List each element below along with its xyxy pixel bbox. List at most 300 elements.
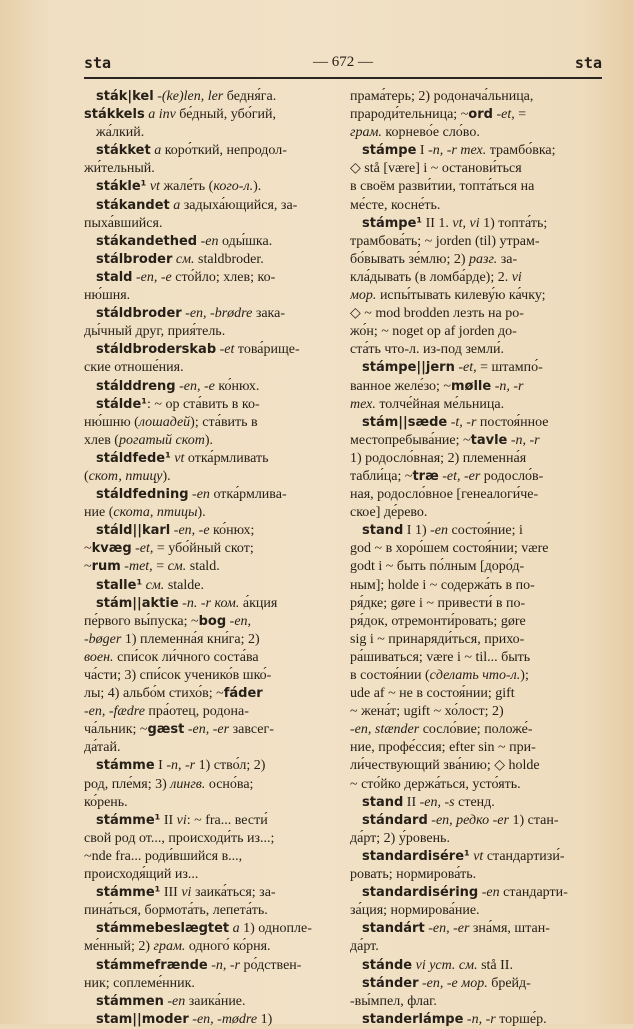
definition-text: ванное желе́зо; ~: [350, 378, 451, 394]
definition-text: осно́ва;: [205, 776, 254, 792]
dictionary-line: [84, 233, 330, 251]
entry-headword: stánder: [362, 975, 419, 991]
definition-text: ро́дствен-: [243, 957, 302, 973]
dictionary-line: [350, 414, 602, 432]
entry-headword: stáldbroderskab: [96, 342, 217, 358]
dictionary-line: [350, 378, 602, 396]
definition-text: за-: [497, 251, 518, 267]
grammar-note: -en, -er: [184, 722, 233, 738]
dictionary-line: [84, 721, 330, 739]
left-column: [84, 88, 330, 1029]
definition-text: отка́рмливать: [187, 450, 269, 466]
definition-text: прама́терь; 2) родонача́льница,: [350, 89, 534, 104]
definition-text: состоя́ние; i: [451, 523, 523, 539]
dictionary-line: [350, 396, 602, 414]
dictionary-line: [84, 577, 330, 595]
left-running-headword: sta: [84, 54, 112, 72]
definition-text: 1) родосло́вная; 2) племенна́я: [350, 450, 527, 466]
dictionary-line: [84, 106, 330, 124]
dictionary-line: [350, 595, 602, 613]
dictionary-line: [84, 341, 330, 359]
grammar-note: -et,: [131, 541, 157, 557]
definition-text: испы́тывать килеву́ю ка́чку;: [376, 288, 546, 304]
grammar-note: -en, -e: [132, 269, 176, 285]
dictionary-line: [350, 848, 602, 866]
dictionary-line: [350, 739, 602, 757]
entry-headword: stákandethed: [96, 233, 198, 249]
dictionary-line: [350, 957, 602, 975]
definition-text: ◇ stå [være] i ~ останови́ться: [350, 161, 522, 177]
entry-headword: stáld||karl: [96, 523, 171, 539]
dictionary-line: [350, 142, 602, 160]
dictionary-line: [350, 323, 602, 341]
entry-headword: stald: [96, 269, 133, 285]
dictionary-line: [350, 975, 602, 993]
dictionary-line: [350, 341, 602, 359]
grammar-note: -n, -r: [166, 758, 199, 774]
dictionary-line: [84, 124, 330, 142]
definition-text: да́рт; 2) у́ровень.: [350, 830, 450, 846]
entry-headword: træ: [412, 468, 439, 484]
grammar-note: -en, stænder: [350, 722, 423, 738]
definition-text: пе́рвого вы́пуска; ~: [84, 613, 199, 629]
definition-text: свой род от..., происходи́ть из...;: [84, 830, 275, 846]
dictionary-line: [84, 703, 330, 721]
page-number: — 672 —: [313, 54, 373, 70]
grammar-note: скота, птицы: [113, 505, 198, 521]
definition-text: жале́ть (: [163, 179, 214, 195]
dictionary-line: [350, 88, 602, 106]
grammar-note: a: [229, 921, 244, 937]
entry-headword: stánde: [362, 957, 413, 973]
grammar-note: разг.: [469, 251, 498, 267]
header-rule: [84, 77, 602, 79]
definition-text: 1) ство́л; 2): [198, 758, 266, 774]
definition-text: ~nde fra... роди́вшийся в...,: [84, 848, 243, 864]
grammar-note: мор.: [350, 288, 377, 304]
definition-text: ли́чествующий зва́нию; ◇ holde: [350, 758, 540, 774]
entry-headword: stákandet: [96, 197, 170, 213]
entry-headword: rum: [91, 559, 121, 575]
entry-headword: stalle¹: [96, 577, 143, 593]
dictionary-line: [350, 269, 602, 287]
grammar-note: см.: [167, 559, 187, 575]
dictionary-line: [84, 685, 330, 703]
definition-text: а́кция: [242, 595, 278, 611]
definition-text: жо́н; ~ noget op af jorden до-: [350, 324, 517, 340]
definition-text: ме́сте, косне́ть.: [350, 197, 441, 213]
entry-headword: stáldfedning: [96, 487, 189, 503]
dictionary-line: [350, 359, 602, 377]
definition-text: II: [403, 794, 420, 810]
dictionary-line: [350, 251, 602, 269]
dictionary-line: [350, 287, 602, 305]
dictionary-line: [350, 902, 602, 920]
definition-text: =: [518, 107, 527, 123]
definition-text: табли́ца; ~: [350, 468, 413, 484]
definition-text: 1) племенна́я кни́га; 2): [124, 631, 260, 647]
definition-text: корнево́е сло́во.: [381, 125, 480, 141]
dictionary-line: [84, 142, 330, 160]
definition-text: : ~ fra... вести́: [186, 812, 268, 828]
entry-headword: stámme¹: [96, 812, 161, 828]
entry-headword: stámmefrænde: [96, 957, 208, 973]
definition-text: зака-: [255, 306, 286, 322]
grammar-note: грам.: [350, 125, 382, 141]
dictionary-line: [84, 613, 330, 631]
definition-text: лы; 4) альбо́м стихо́в; ~: [84, 686, 224, 702]
dictionary-line: [84, 197, 330, 215]
entry-headword: stáldfede¹: [96, 450, 171, 466]
dictionary-line: [84, 631, 330, 649]
dictionary-line: [84, 450, 330, 468]
dictionary-line: [350, 197, 602, 215]
dictionary-line: [84, 667, 330, 685]
dictionary-line: [350, 504, 602, 522]
definition-text: хлев (: [84, 432, 119, 448]
dictionary-line: [350, 305, 602, 323]
entry-headword: fáder: [223, 686, 263, 702]
dictionary-line: [350, 160, 602, 178]
grammar-note: -en, -e мор.: [418, 975, 488, 991]
dictionary-line: [84, 1011, 330, 1029]
entry-headword: ord: [468, 107, 493, 123]
definition-text: жа́лкий.: [96, 125, 145, 141]
definition-text: коро́ткий, непродол-: [164, 143, 287, 159]
definition-text: постоя́нное: [479, 414, 549, 430]
definition-text: ды́чный друг, прия́тель.: [84, 324, 226, 340]
dictionary-line: [84, 88, 330, 106]
entry-headword: stákkels: [84, 107, 145, 123]
dictionary-line: [84, 504, 330, 522]
grammar-note: лошадей: [138, 414, 191, 430]
definition-text: -вы́мпел, флаг.: [350, 993, 437, 1009]
entry-headword: stálde¹: [96, 396, 147, 412]
dictionary-line: [84, 757, 330, 775]
dictionary-line: [84, 432, 330, 450]
grammar-note: a: [169, 197, 184, 213]
definition-text: стандарти-: [503, 885, 568, 901]
entry-headword: stam||moder: [96, 1011, 189, 1027]
definition-text: задыха́ющийся, за-: [183, 197, 298, 213]
entry-headword: standerlámpe: [362, 1011, 464, 1027]
definition-text: бо́вывать зе́млю; 2): [350, 251, 470, 267]
definition-text: stald.: [186, 559, 220, 575]
definition-text: това́рище-: [237, 342, 300, 358]
dictionary-line: [84, 739, 330, 757]
dictionary-line: [84, 920, 330, 938]
definition-text: заика́ться; за-: [194, 885, 276, 901]
definition-text: ).: [253, 179, 262, 195]
grammar-note: -n, -r: [207, 957, 244, 973]
entry-headword: mølle: [451, 378, 492, 394]
dictionary-line: [84, 269, 330, 287]
definition-text: ровать; нормирова́ть.: [350, 867, 477, 883]
dictionary-line: [350, 938, 602, 956]
dictionary-line: [84, 649, 330, 667]
dictionary-line: [84, 215, 330, 233]
definition-text: брейд-: [487, 975, 531, 991]
grammar-note: -n, -r тех.: [428, 143, 487, 159]
definition-text: sig i ~ принаряди́ться, прихо-: [350, 631, 525, 647]
grammar-note: см.: [142, 577, 168, 593]
dictionary-line: [84, 396, 330, 414]
dictionary-line: [84, 938, 330, 956]
definition-text: ню́шню (: [84, 414, 139, 430]
dictionary-line: [84, 414, 330, 432]
dictionary-line: [350, 468, 602, 486]
dictionary-line: [350, 577, 602, 595]
dictionary-line: [350, 486, 602, 504]
definition-text: местопребыва́ние; ~: [350, 432, 471, 448]
grammar-note: vi: [176, 812, 187, 828]
definition-text: III: [160, 885, 182, 901]
dictionary-line: [350, 721, 602, 739]
definition-text: кла́дывать (в ломба́рде); 2.: [350, 269, 512, 285]
definition-text: ста́ть что-л. из-под земли́.: [350, 342, 504, 358]
entry-headword: stákket: [96, 143, 151, 159]
grammar-note: -en: [478, 885, 504, 901]
definition-text: ).: [162, 468, 171, 484]
entry-headword: stand: [362, 794, 404, 810]
definition-text: сто́йло; хлев; ко-: [175, 269, 276, 285]
definition-text: I: [416, 143, 429, 159]
grammar-note: -(ke)len, ler: [153, 89, 227, 104]
grammar-note: -met,: [120, 559, 157, 575]
definition-text: за́ция; нормирова́ние.: [350, 903, 480, 919]
entry-headword: stámme: [96, 758, 155, 774]
grammar-note: -en: [188, 487, 214, 503]
definition-text: жи́тельный.: [84, 161, 155, 177]
dictionary-line: [350, 540, 602, 558]
entry-headword: sták|kel: [96, 89, 154, 104]
dictionary-line: [350, 558, 602, 576]
grammar-note: -en: [430, 523, 452, 539]
dictionary-line: [350, 613, 602, 631]
definition-text: I: [154, 758, 167, 774]
grammar-note: a: [150, 143, 165, 159]
dictionary-line: [84, 558, 330, 576]
definition-text: стандартизи́-: [486, 848, 565, 864]
dictionary-line: [84, 522, 330, 540]
dictionary-line: [84, 993, 330, 1011]
page-header: [84, 54, 602, 76]
definition-text: ря́док, отремонти́ровать; gøre: [350, 613, 526, 629]
definition-text: заика́ние.: [188, 993, 246, 1009]
definition-text: 1) топта́ть;: [479, 215, 548, 231]
entry-headword: stámmen: [96, 993, 164, 1009]
entry-headword: standárt: [362, 921, 425, 937]
definition-text: толче́йная ме́льница.: [375, 396, 505, 412]
dictionary-line: [350, 884, 602, 902]
grammar-note: vt: [170, 450, 188, 466]
grammar-note: -n, -r: [491, 378, 524, 394]
definition-text: род, пле́мя; 3): [84, 776, 171, 792]
definition-text: ря́дке; gøre i ~ привести́ в по-: [350, 595, 526, 611]
definition-text: оды́шка.: [222, 233, 273, 249]
definition-text: : ~ ор ста́вить в ко-: [147, 396, 260, 412]
dictionary-line: [84, 251, 330, 269]
entry-headword: kvæg: [91, 541, 132, 557]
grammar-note: -en, -e: [175, 378, 219, 394]
dictionary-line: [350, 1011, 602, 1029]
dictionary-line: [350, 649, 602, 667]
definition-text: пина́ться, бормота́ть, лепета́ть.: [84, 903, 268, 919]
definition-text: торше́р.: [499, 1011, 547, 1027]
grammar-note: -en, редко -er: [427, 812, 513, 828]
dictionary-line: [84, 848, 330, 866]
dictionary-line: [350, 178, 602, 196]
definition-text: ское] де́рево.: [350, 505, 428, 521]
entry-headword: stám||sæde: [362, 414, 448, 430]
dictionary-line: [84, 866, 330, 884]
definition-text: II 1.: [422, 215, 453, 231]
dictionary-line: [84, 812, 330, 830]
dictionary-line: [350, 757, 602, 775]
grammar-note: -n. -r ком.: [178, 595, 243, 611]
dictionary-line: [350, 920, 602, 938]
entry-headword: stand: [362, 523, 404, 539]
definition-text: stå II.: [477, 957, 513, 973]
grammar-note: -et, -er: [438, 468, 484, 484]
definition-text: да́тай.: [84, 740, 121, 756]
entry-headword: gæst: [147, 722, 185, 738]
grammar-note: -et,: [454, 360, 481, 376]
entry-headword: tavle: [470, 432, 508, 448]
dictionary-line: [350, 866, 602, 884]
definition-text: 1) стан-: [512, 812, 559, 828]
dictionary-line: [84, 323, 330, 341]
dictionary-line: [84, 178, 330, 196]
definition-text: родосло́в-: [483, 468, 544, 484]
grammar-note: -et: [216, 342, 238, 358]
grammar-note: -bøger: [84, 631, 125, 647]
dictionary-line: [84, 305, 330, 323]
definition-text: трамбо́вка;: [486, 143, 556, 159]
dictionary-line: [350, 631, 602, 649]
entry-headword: stám||aktie: [96, 595, 179, 611]
grammar-note: -en, -s: [419, 794, 459, 810]
definition-text: завсег-: [232, 722, 274, 738]
dictionary-line: [84, 902, 330, 920]
grammar-note: -n, -r: [463, 1011, 500, 1027]
dictionary-line: [84, 287, 330, 305]
grammar-note: -en, -e: [170, 523, 214, 539]
definition-text: II: [160, 812, 177, 828]
grammar-note: -en,: [226, 613, 252, 629]
dictionary-line: [84, 468, 330, 486]
definition-text: ко́нюх.: [218, 378, 260, 394]
definition-text: godt i ~ быть по́лным [доро́д-: [350, 559, 525, 575]
entry-headword: standardiséring: [362, 885, 479, 901]
definition-text: staldbroder.: [198, 251, 264, 267]
grammar-note: сделать что-л.: [429, 668, 521, 683]
dictionary-line: [350, 776, 602, 794]
dictionary-line: [84, 884, 330, 902]
dictionary-line: [350, 685, 602, 703]
dictionary-line: [84, 975, 330, 993]
dictionary-line: [84, 486, 330, 504]
grammar-note: -en, -fædre: [84, 704, 149, 720]
definition-text: отка́рмлива-: [213, 487, 287, 503]
entry-headword: stálbroder: [96, 251, 173, 267]
definition-text: происходя́щий из...: [84, 867, 199, 883]
dictionary-line: [350, 667, 602, 685]
grammar-note: воен.: [84, 649, 118, 665]
dictionary-line: [350, 812, 602, 830]
right-running-headword: sta: [574, 54, 602, 72]
definition-text: пыха́вшийся.: [84, 215, 163, 231]
definition-text: ме́нный; 2): [84, 939, 154, 955]
definition-text: спи́сок ли́чного соста́ва: [117, 649, 259, 665]
grammar-note: a inv: [144, 107, 180, 123]
definition-text: 1) одноплe-: [243, 921, 312, 937]
definition-text: ние (: [84, 505, 114, 521]
grammar-note: тех.: [350, 396, 376, 412]
definition-text: ◇ ~ mod brodden лезть на ро-: [350, 306, 524, 322]
grammar-note: vi уст. см.: [412, 957, 478, 973]
definition-text: ник; соплеме́нник.: [84, 975, 195, 991]
grammar-note: vt: [469, 848, 487, 864]
definition-text: god ~ в хоро́шем состоя́нии; være: [350, 541, 549, 557]
definition-text: );: [520, 668, 529, 683]
grammar-note: vt, vi: [452, 215, 480, 231]
grammar-note: vi: [181, 885, 195, 901]
definition-text: да́рт.: [350, 939, 379, 955]
definition-text: ); ста́вить в: [190, 414, 258, 430]
definition-text: ню́шня.: [84, 288, 131, 304]
dictionary-line: [350, 703, 602, 721]
definition-text: = штампо́-: [480, 360, 543, 376]
grammar-note: лингв.: [170, 776, 206, 792]
definition-text: ным]; holde i ~ содержа́ть в по-: [350, 577, 535, 593]
dictionary-line: [84, 595, 330, 613]
entry-headword: stámme¹: [96, 885, 161, 901]
entry-headword: stándard: [362, 812, 428, 828]
grammar-note: -en, -mødre: [188, 1011, 261, 1027]
definition-text: ские отноше́ния.: [84, 360, 184, 376]
definition-text: =: [156, 559, 168, 575]
dictionary-line: [350, 215, 602, 233]
entry-headword: standardisére¹: [362, 848, 470, 864]
entry-headword: stáldbroder: [96, 306, 182, 322]
grammar-note: -et,: [492, 107, 519, 123]
entry-headword: stámmebeslægtet: [96, 921, 230, 937]
grammar-note: vt: [146, 179, 164, 195]
dictionary-line: [84, 359, 330, 377]
definition-text: в состоя́нии (: [350, 668, 430, 683]
right-column: [350, 88, 602, 1029]
dictionary-line: [350, 124, 602, 142]
grammar-note: -en: [163, 993, 189, 1009]
entry-headword: stámpe¹: [362, 215, 423, 231]
definition-text: сосло́вие; положе́-: [422, 722, 533, 738]
dictionary-line: [84, 830, 330, 848]
entry-headword: stámpe||jern: [362, 360, 455, 376]
definition-text: ко́рень.: [84, 794, 128, 810]
grammar-note: рогатый скот: [118, 432, 205, 448]
dictionary-line: [350, 830, 602, 848]
definition-text: ча́льник; ~: [84, 722, 148, 738]
grammar-note: грам.: [153, 939, 186, 955]
grammar-note: vi: [511, 269, 522, 285]
grammar-note: -en, -brødre: [181, 306, 256, 322]
definition-text: ).: [197, 505, 206, 521]
grammar-note: скот, птицу: [88, 468, 163, 484]
grammar-note: -t, -r: [447, 414, 480, 430]
dictionary-line: [350, 106, 602, 124]
definition-text: в своём разви́тии, топта́ться на: [350, 179, 535, 195]
